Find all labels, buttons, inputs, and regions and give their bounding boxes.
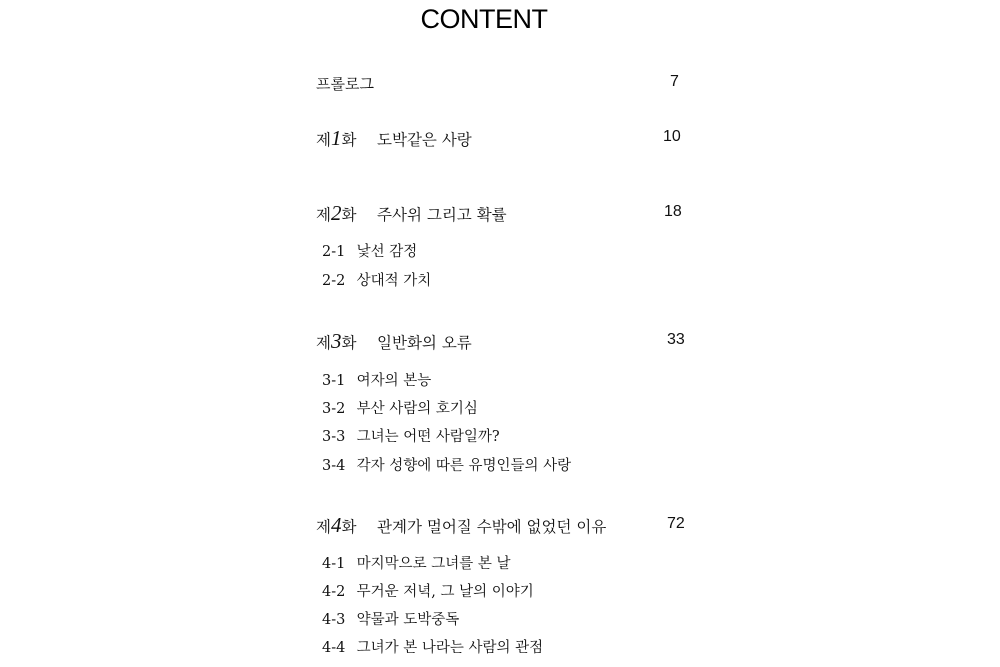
chapter-label: 제1화 (316, 126, 357, 150)
section-title: 상대적 가치 (356, 273, 432, 289)
chapter-page-number: 33 (667, 331, 685, 348)
chapter-label: 제2화 (316, 201, 357, 225)
chapter-page-number: 18 (664, 203, 682, 220)
section-number: 3-3 (322, 429, 346, 445)
section-title: 여자의 본능 (356, 373, 432, 389)
chapter-title: 주사위 그리고 확률 (377, 206, 507, 224)
toc-prologue[interactable] (316, 73, 696, 93)
chapter-title: 관계가 멀어질 수밖에 없었던 이유 (377, 518, 607, 536)
toc-section[interactable] (322, 636, 543, 657)
toc-chapter-1[interactable] (316, 128, 696, 150)
chapter-page-number: 72 (667, 515, 685, 532)
section-number: 3-1 (322, 373, 346, 389)
toc-section[interactable] (322, 580, 534, 601)
section-title: 각자 성향에 따른 유명인들의 사랑 (356, 458, 572, 474)
toc-section[interactable] (322, 454, 571, 475)
chapter-label: 제3화 (316, 329, 357, 353)
section-number: 4-1 (322, 556, 346, 572)
section-number: 4-2 (322, 584, 346, 600)
chapter-number: 3 (330, 329, 341, 353)
chapter-page-number: 10 (663, 128, 681, 145)
section-number: 3-4 (322, 458, 346, 474)
prologue-page-number: 7 (670, 73, 679, 90)
toc-section[interactable] (322, 369, 431, 390)
chapter-number: 4 (330, 513, 341, 537)
toc-section[interactable] (322, 397, 478, 418)
section-number: 2-1 (322, 244, 346, 260)
toc-chapter-4[interactable] (316, 515, 696, 537)
chapter-title: 도박같은 사랑 (377, 131, 472, 149)
toc-section[interactable] (322, 552, 511, 573)
page-title: CONTENT (420, 4, 548, 34)
section-title: 부산 사람의 호기심 (356, 401, 478, 417)
section-number: 3-2 (322, 401, 346, 417)
section-number: 4-3 (322, 612, 346, 628)
prologue-label: 프롤로그 (316, 75, 374, 93)
section-title: 약물과 도박중독 (356, 612, 460, 628)
toc-section[interactable] (322, 608, 459, 629)
toc-chapter-3[interactable] (316, 331, 696, 353)
section-title: 무거운 저녁, 그 날의 이야기 (356, 584, 534, 600)
toc-section[interactable] (322, 240, 417, 261)
section-title: 그녀가 본 나라는 사람의 관점 (356, 640, 544, 656)
chapter-label: 제4화 (316, 513, 357, 537)
toc-chapter-2[interactable] (316, 203, 696, 225)
chapter-number: 2 (330, 201, 341, 225)
section-number: 2-2 (322, 273, 346, 289)
section-title: 그녀는 어떤 사람일까? (356, 429, 500, 445)
section-title: 마지막으로 그녀를 본 날 (356, 556, 511, 572)
section-number: 4-4 (322, 640, 346, 656)
chapter-number: 1 (330, 126, 341, 150)
toc-section[interactable] (322, 269, 431, 290)
section-title: 낯선 감정 (356, 244, 418, 260)
toc-section[interactable] (322, 425, 500, 446)
chapter-title: 일반화의 오류 (377, 334, 472, 352)
